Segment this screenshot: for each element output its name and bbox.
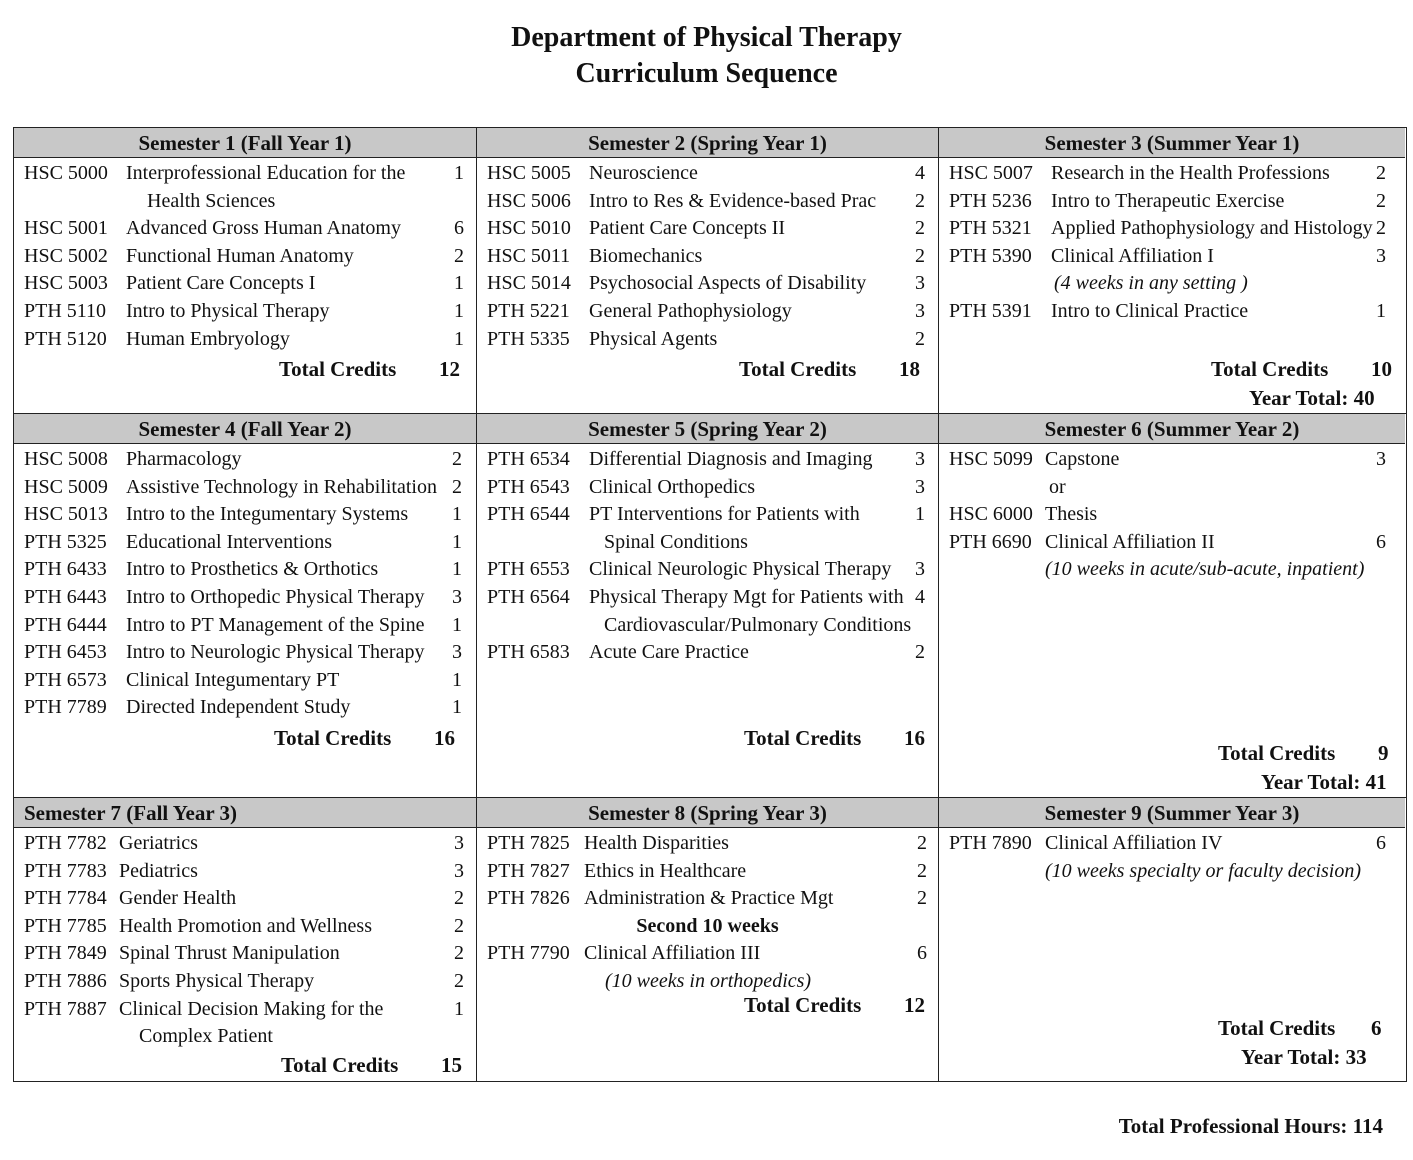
year-2-row [14,414,1406,798]
course-credits: 2 [915,327,925,350]
document-title: Department of Physical Therapy [511,22,902,53]
course-credits: 2 [915,641,925,664]
course-row [939,160,1405,188]
course-credits: 1 [915,503,925,526]
total-credits-label: Total Credits [739,357,857,381]
course-name: Gender Health [119,887,237,910]
course-name-continued: Complex Patient [139,1025,273,1048]
course-row [14,694,476,722]
course-row [14,858,476,886]
semester-2-cell [476,128,938,413]
course-row [939,446,1405,474]
course-name: Intro to Res & Evidence-based Prac [589,189,877,212]
total-professional-hours: Total Professional Hours: 114 [1118,1114,1383,1138]
course-credits: 3 [915,475,925,498]
course-list [939,444,1405,584]
course-credits: 2 [915,189,925,212]
course-name: Pediatrics [119,859,198,882]
course-code: PTH 7782 [24,832,107,854]
course-name: Intro to Orthopedic Physical Therapy [126,585,425,608]
course-name: Intro to the Integumentary Systems [126,503,409,526]
semester-header: Semester 8 (Spring Year 3) [477,798,938,828]
course-name: Clinical Decision Making for the [119,997,384,1020]
course-code: PTH 6544 [487,503,570,526]
course-credits: 1 [454,327,464,350]
course-row [14,612,476,640]
course-code: PTH 5325 [24,530,107,553]
course-code: HSC 5013 [24,503,108,526]
course-code: PTH 6553 [487,558,570,581]
course-name: PT Interventions for Patients with [589,503,860,526]
course-credits: 1 [454,997,464,1020]
semester-7-cell [14,798,476,1081]
total-credits-label: Total Credits [1211,357,1329,381]
course-row [477,858,938,886]
course-credits: 2 [452,475,462,498]
course-row [14,298,476,326]
total-credits-value: 12 [904,993,925,1017]
course-row [939,474,1405,502]
course-credits: 2 [454,942,464,965]
year-3-row [14,798,1406,1081]
course-name: Interprofessional Education for the [126,162,406,184]
course-credits: 2 [915,244,925,267]
course-name: Administration & Practice Mgt [584,887,834,910]
course-row [14,996,476,1051]
course-code: PTH 6453 [24,641,107,664]
course-code: PTH 5391 [949,299,1032,322]
course-code: PTH 6690 [949,530,1032,553]
course-credits: 2 [1376,162,1386,184]
course-credits: 2 [454,244,464,267]
course-name: Pharmacology [126,448,242,470]
total-credits-label: Total Credits [1218,741,1336,765]
course-row [939,830,1405,885]
course-name: Health Promotion and Wellness [119,914,372,937]
course-row [477,160,938,188]
total-credits-label: Total Credits [274,726,392,750]
course-credits: 2 [1376,189,1386,212]
course-credits: 3 [915,299,925,322]
course-list [477,444,938,667]
course-name: Human Embryology [126,327,290,350]
course-name: Biomechanics [589,244,703,267]
course-row [939,215,1405,243]
year-total: Year Total: 33 [1241,1045,1367,1069]
course-row [477,885,938,913]
course-row [939,188,1405,216]
course-name: Spinal Thrust Manipulation [119,942,340,965]
semester-5-cell [476,414,938,797]
course-name: Advanced Gross Human Anatomy [126,217,401,240]
course-credits: 1 [452,668,462,691]
course-list [939,828,1405,885]
course-row [477,474,938,502]
course-name: Patient Care Concepts II [589,217,786,240]
course-code: HSC 5010 [487,217,571,240]
course-credits: 1 [454,162,464,184]
course-name: Educational Interventions [126,530,333,553]
course-name: Psychosocial Aspects of Disability [589,272,867,295]
course-credits: 6 [917,942,927,965]
course-code: HSC 5008 [24,448,108,470]
course-row [14,326,476,354]
course-code: HSC 5099 [949,448,1033,470]
total-credits-value: 18 [899,357,920,381]
course-list [14,158,476,353]
course-code: PTH 6573 [24,668,107,691]
course-credits: 3 [454,859,464,882]
course-row [14,830,476,858]
course-code: PTH 5110 [24,299,107,322]
course-code: PTH 7790 [487,942,570,965]
course-name: Applied Pathophysiology and Histology [1051,217,1373,240]
course-name: Intro to Clinical Practice [1051,299,1249,322]
course-credits: 3 [1376,448,1386,470]
total-credits-value: 16 [434,726,455,750]
course-credits: 2 [452,448,462,470]
course-credits: 2 [917,859,927,882]
course-row [477,298,938,326]
course-code: PTH 7890 [949,832,1032,854]
course-row [477,243,938,271]
total-credits-label: Total Credits [281,1053,399,1077]
course-credits: 3 [452,585,462,608]
course-code: HSC 5006 [487,189,571,212]
course-credits: 3 [452,641,462,664]
course-name: Intro to Therapeutic Exercise [1051,189,1285,212]
course-row [14,639,476,667]
semester-header: Semester 5 (Spring Year 2) [477,414,938,444]
course-list [477,158,938,353]
course-credits: 1 [454,299,464,322]
course-name: Sports Physical Therapy [119,969,315,992]
course-credits: 2 [915,217,925,240]
course-credits: 2 [917,887,927,910]
course-credits: 4 [915,162,925,184]
course-name: Health Disparities [584,832,729,854]
course-name: Clinical Affiliation IV [1045,832,1223,854]
course-row [477,270,938,298]
course-code: HSC 5005 [487,162,571,184]
total-credits-value: 10 [1371,357,1392,381]
course-name: Acute Care Practice [589,641,749,664]
semester-header: Semester 1 (Fall Year 1) [14,128,476,158]
course-row [477,940,938,995]
course-row [14,940,476,968]
course-name-continued: Spinal Conditions [604,530,748,553]
course-row [477,326,938,354]
course-list [14,828,476,1051]
course-name: Geriatrics [119,832,198,854]
course-code: PTH 6583 [487,641,570,664]
course-code: PTH 7785 [24,914,107,937]
course-row [14,556,476,584]
course-code: PTH 7886 [24,969,107,992]
course-name-continued: (10 weeks in acute/sub-acute, inpatient) [1045,558,1365,581]
course-code: HSC 5000 [24,162,108,184]
year-1-row [14,128,1406,414]
total-credits-value: 9 [1378,741,1389,765]
course-code: HSC 6000 [949,503,1033,526]
course-credits: 1 [454,272,464,295]
course-credits: 2 [1376,217,1386,240]
course-code: PTH 5221 [487,299,570,322]
course-name: Clinical Affiliation I [1051,244,1214,267]
total-credits-value: 12 [439,357,460,381]
session-note: Second 10 weeks [636,914,779,937]
total-credits-label: Total Credits [1218,1016,1336,1040]
course-row [14,584,476,612]
course-code: PTH 6444 [24,613,107,636]
course-code: HSC 5002 [24,244,108,267]
semester-header: Semester 2 (Spring Year 1) [477,128,938,158]
course-row [14,501,476,529]
course-name: Neuroscience [589,162,698,184]
total-credits-value: 16 [904,726,925,750]
course-credits: 6 [1376,530,1386,553]
course-credits: 3 [1376,244,1386,267]
course-credits: 2 [454,887,464,910]
course-row [477,188,938,216]
curriculum-table [13,127,1407,1082]
course-code: PTH 7849 [24,942,107,965]
course-row [477,830,938,858]
document-subtitle: Curriculum Sequence [575,58,838,89]
course-credits: 6 [1376,832,1386,854]
course-row [14,529,476,557]
semester-header: Semester 4 (Fall Year 2) [14,414,476,444]
course-name: Capstone [1045,448,1120,470]
course-name: Physical Therapy Mgt for Patients with [589,585,904,608]
course-code: HSC 5007 [949,162,1033,184]
semester-3-cell [938,128,1405,413]
course-row [939,243,1405,298]
course-code: PTH 7789 [24,696,107,719]
course-name-continued: Cardiovascular/Pulmonary Conditions [604,613,912,636]
course-name-continued: (10 weeks specialty or faculty decision) [1045,859,1362,882]
course-code: PTH 6534 [487,448,570,470]
course-code: HSC 5014 [487,272,571,295]
course-name: Functional Human Anatomy [126,244,354,267]
course-name-continued: Health Sciences [147,189,276,212]
course-name: Research in the Health Professions [1051,162,1330,184]
course-row [939,501,1405,529]
course-code: PTH 5120 [24,327,107,350]
course-name: Clinical Integumentary PT [126,668,340,691]
course-code: PTH 5390 [949,244,1032,267]
course-code: PTH 5236 [949,189,1032,212]
course-credits: 1 [452,558,462,581]
course-name: Clinical Neurologic Physical Therapy [589,558,892,581]
course-credits: 1 [452,696,462,719]
course-code: HSC 5003 [24,272,108,295]
course-code: PTH 7827 [487,859,570,882]
course-row [14,913,476,941]
course-code: PTH 6564 [487,585,570,608]
course-name: General Pathophysiology [589,299,792,322]
course-code: PTH 5321 [949,217,1032,240]
course-code: PTH 6543 [487,475,570,498]
course-credits: 3 [915,558,925,581]
course-code: PTH 6433 [24,558,107,581]
course-row [14,968,476,996]
course-row [14,243,476,271]
course-row [14,160,476,215]
semester-4-cell [14,414,476,797]
course-code: PTH 7887 [24,997,107,1020]
total-credits-value: 6 [1371,1016,1382,1040]
course-row [14,885,476,913]
course-credits: 2 [454,969,464,992]
total-credits-label: Total Credits [279,357,397,381]
course-name: Intro to Physical Therapy [126,299,330,322]
course-credits: 2 [454,914,464,937]
total-credits-label: Total Credits [744,993,862,1017]
course-name-continued: (10 weeks in orthopedics) [605,969,812,992]
course-name: Ethics in Healthcare [584,859,747,882]
course-row [477,584,938,639]
course-row [14,667,476,695]
course-row [14,474,476,502]
course-name: or [1049,475,1066,498]
course-code: PTH 7826 [487,887,570,910]
semester-header: Semester 6 (Summer Year 2) [939,414,1405,444]
course-credits: 4 [915,585,925,608]
course-name: Assistive Technology in Rehabilitation [126,475,437,498]
course-list [939,158,1405,326]
semester-header: Semester 7 (Fall Year 3) [14,798,476,828]
course-row [939,529,1405,584]
course-code: PTH 7825 [487,832,570,854]
course-row [477,639,938,667]
course-name: Clinical Affiliation III [584,942,761,965]
course-row [939,298,1405,326]
course-code: PTH 7783 [24,859,107,882]
course-name-continued: (4 weeks in any setting ) [1054,272,1248,295]
semester-8-cell [476,798,938,1081]
semester-1-cell [14,128,476,413]
course-credits: 1 [452,503,462,526]
course-credits: 3 [915,272,925,295]
course-name: Differential Diagnosis and Imaging [589,448,873,470]
course-name: Clinical Orthopedics [589,475,756,498]
course-name: Physical Agents [589,327,718,350]
course-credits: 6 [454,217,464,240]
course-list [477,828,938,996]
course-row [14,215,476,243]
course-credits: 3 [454,832,464,854]
course-name: Directed Independent Study [126,696,351,719]
course-code: HSC 5001 [24,217,108,240]
semester-header: Semester 3 (Summer Year 1) [939,128,1405,158]
year-total: Year Total: 41 [1261,770,1387,794]
course-credits: 3 [915,448,925,470]
course-list [14,444,476,722]
course-code: PTH 5335 [487,327,570,350]
course-credits: 1 [452,530,462,553]
total-credits-label: Total Credits [744,726,862,750]
course-credits: 1 [452,613,462,636]
course-name: Clinical Affiliation II [1045,530,1215,553]
course-credits: 2 [917,832,927,854]
total-credits-value: 15 [441,1053,462,1077]
course-row [14,446,476,474]
course-name: Thesis [1045,503,1098,526]
course-name: Intro to Neurologic Physical Therapy [126,641,425,664]
course-code: HSC 5011 [487,244,571,267]
course-code: HSC 5009 [24,475,108,498]
semester-6-cell [938,414,1405,797]
course-name: Intro to Prosthetics & Orthotics [126,558,379,581]
course-row [477,446,938,474]
course-credits: 1 [1376,299,1386,322]
course-name: Intro to PT Management of the Spine [126,613,425,636]
year-total: Year Total: 40 [1249,386,1375,410]
course-row [477,556,938,584]
course-code: PTH 6443 [24,585,107,608]
course-name: Patient Care Concepts I [126,272,316,295]
course-row [477,215,938,243]
semester-9-cell [938,798,1405,1081]
course-code: PTH 7784 [24,887,107,910]
course-row [477,501,938,556]
course-row [14,270,476,298]
semester-header: Semester 9 (Summer Year 3) [939,798,1405,828]
